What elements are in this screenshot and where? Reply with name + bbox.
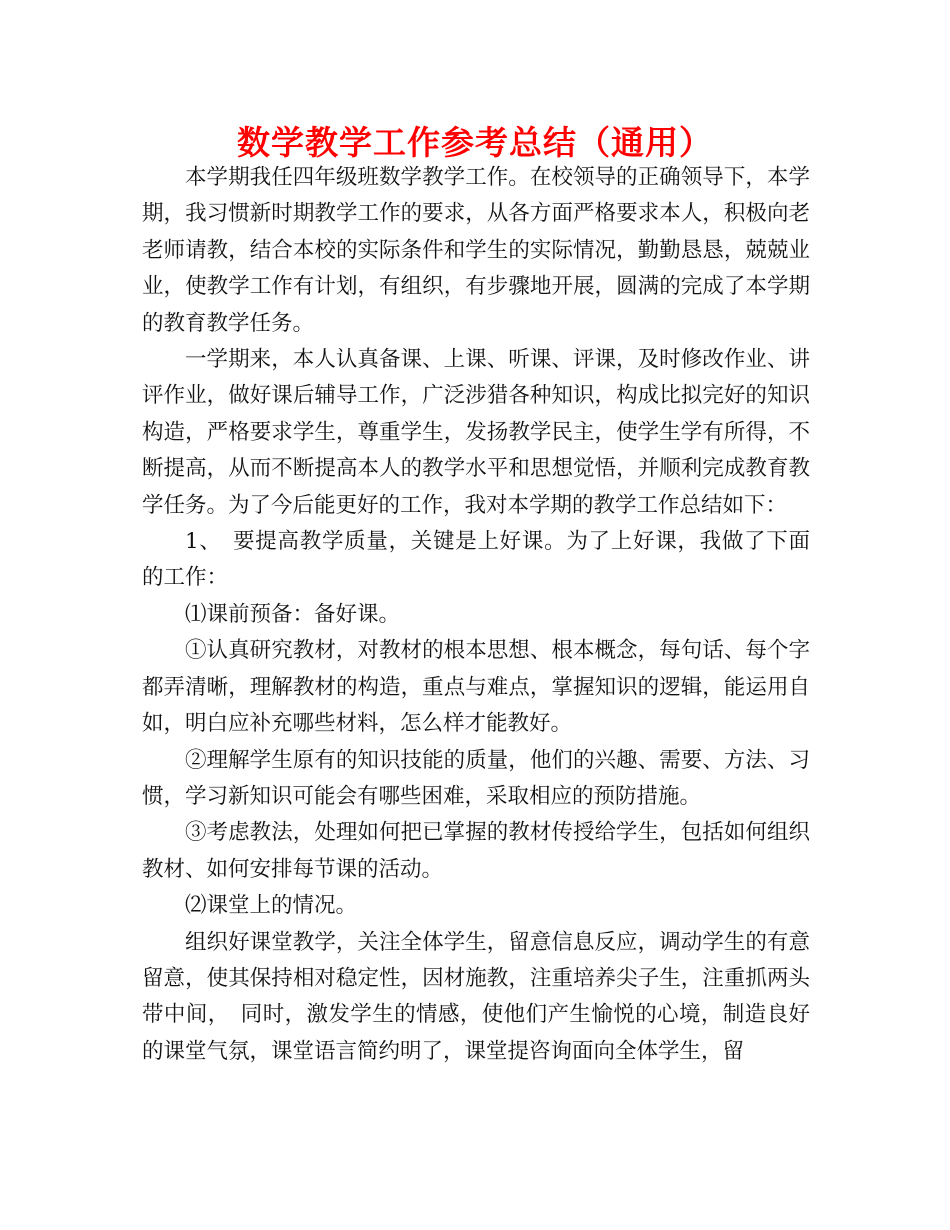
paragraph-classroom: 组织好课堂教学，关注全体学生，留意信息反应，调动学生的有意留意，使其保持相对稳定性，因材施教，注重培养尖子生，注重抓两头带中间， 同时，激发学生的情感，使他们产生愉悦的心境，制造良好的课堂气氛，课堂语言简约明了，课堂提咨询面向全体学生，留	[142, 929, 810, 1064]
page-title: 数学教学工作参考总结（通用）	[237, 123, 713, 162]
paragraph-intro: 本学期我任四年级班数学教学工作。在校领导的正确领导下，本学期，我习惯新时期教学工作的要求，从各方面严格要求本人，积极向老老师请教，结合本校的实际条件和学生的实际情况，勤勤恳恳，兢兢业业，使教学工作有计划，有组织，有步骤地开展，圆满的完成了本学期的教育教学任务。	[142, 165, 810, 336]
document-body	[142, 160, 810, 1070]
paragraph-item-1: ①认真研究教材，对教材的根本思想、根本概念，每句话、每个字都弄清晰，理解教材的构造，重点与难点，掌握知识的逻辑，能运用自如，明白应补充哪些材料，怎么样才能教好。	[142, 638, 810, 737]
paragraph-item-2: ②理解学生原有的知识技能的质量，他们的兴趣、需要、方法、习惯，学习新知识可能会有哪些困难，采取相应的预防措施。	[142, 747, 810, 809]
paragraph-section-1: 1、 要提高教学质量，关键是上好课。为了上好课，我做了下面的工作：	[142, 529, 810, 591]
paragraph-summary: 一学期来，本人认真备课、上课、听课、评课，及时修改作业、讲评作业，做好课后辅导工作，广泛涉猎各种知识，构成比拟完好的知识构造，严格要求学生，尊重学生，发扬教学民主，使学生学有所得，不断提高，从而不断提高本人的教学水平和思想觉悟，并顺利完成教育教学任务。为了今后能更好的工作，我对本学期的教学工作总结如下：	[142, 347, 810, 518]
paragraph-subsection-1: ⑴课前预备：备好课。	[185, 601, 401, 627]
paragraph-item-3: ③考虑教法，处理如何把已掌握的教材传授给学生，包括如何组织教材、如何安排每节课的活动。	[142, 820, 810, 882]
paragraph-subsection-2: ⑵课堂上的情况。	[185, 893, 358, 919]
